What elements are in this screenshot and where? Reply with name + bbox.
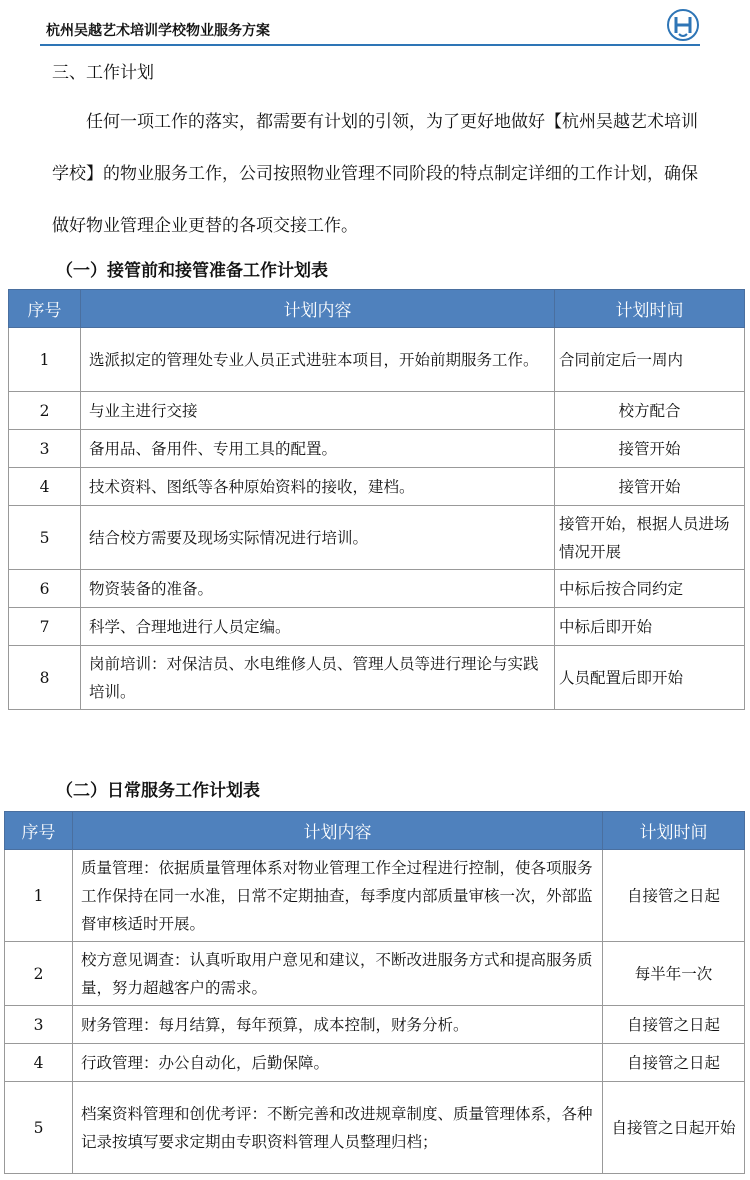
- table-row: [9, 646, 745, 710]
- row-content: 财务管理：每月结算，每年预算，成本控制，财务分析。: [73, 1006, 603, 1044]
- table-row: [9, 570, 745, 608]
- row-content: 行政管理：办公自动化，后勤保障。: [73, 1044, 603, 1082]
- table-row: [9, 608, 745, 646]
- table-row: [5, 1082, 745, 1174]
- row-time: 自接管之日起: [603, 1044, 745, 1082]
- header-title: 杭州吴越艺术培训学校物业服务方案: [46, 23, 270, 39]
- row-number: 5: [5, 1082, 73, 1174]
- table-row: [9, 468, 745, 506]
- col-header-no: 序号: [9, 290, 81, 328]
- col-header-content: 计划内容: [81, 290, 555, 328]
- col-header-time: 计划时间: [603, 812, 745, 850]
- row-time: 人员配置后即开始: [555, 646, 745, 710]
- row-number: 3: [9, 430, 81, 468]
- row-time: 自接管之日起: [603, 1006, 745, 1044]
- row-content: 质量管理：依据质量管理体系对物业管理工作全过程进行控制，使各项服务工作保持在同一水准，日常不定期抽查，每季度内部质量审核一次，外部监督审核适时开展。: [73, 850, 603, 942]
- section-heading: 三、工作计划: [52, 63, 154, 83]
- row-number: 7: [9, 608, 81, 646]
- col-header-content: 计划内容: [73, 812, 603, 850]
- row-time: 自接管之日起开始: [603, 1082, 745, 1174]
- table-row: [5, 942, 745, 1006]
- table-header-row: [5, 812, 745, 850]
- row-time: 合同前定后一周内: [555, 328, 745, 392]
- col-header-no: 序号: [5, 812, 73, 850]
- row-time: 接管开始: [555, 468, 745, 506]
- row-number: 1: [5, 850, 73, 942]
- daily-service-plan-table: [4, 811, 745, 1174]
- table2-title: （二）日常服务工作计划表: [56, 781, 260, 801]
- row-content: 科学、合理地进行人员定编。: [81, 608, 555, 646]
- table1-title: （一）接管前和接管准备工作计划表: [56, 261, 328, 281]
- table-row: [9, 392, 745, 430]
- row-content: 档案资料管理和创优考评：不断完善和改进规章制度、质量管理体系，各种记录按填写要求定期由专职资料管理人员整理归档；: [73, 1082, 603, 1174]
- row-time: 接管开始，根据人员进场情况开展: [555, 506, 745, 570]
- table-row: [9, 430, 745, 468]
- row-content: 物资装备的准备。: [81, 570, 555, 608]
- row-content: 校方意见调查：认真听取用户意见和建议，不断改进服务方式和提高服务质量，努力超越客户的需求。: [73, 942, 603, 1006]
- page-header: [40, 8, 700, 46]
- handover-plan-table: [8, 289, 745, 710]
- row-content: 选派拟定的管理处专业人员正式进驻本项目，开始前期服务工作。: [81, 328, 555, 392]
- table-header-row: [9, 290, 745, 328]
- row-time: 校方配合: [555, 392, 745, 430]
- row-content: 技术资料、图纸等各种原始资料的接收，建档。: [81, 468, 555, 506]
- row-time: 接管开始: [555, 430, 745, 468]
- row-number: 2: [9, 392, 81, 430]
- row-time: 每半年一次: [603, 942, 745, 1006]
- table-row: [5, 850, 745, 942]
- row-number: 1: [9, 328, 81, 392]
- row-number: 4: [5, 1044, 73, 1082]
- table-row: [9, 328, 745, 392]
- row-number: 6: [9, 570, 81, 608]
- col-header-time: 计划时间: [555, 290, 745, 328]
- row-time: 自接管之日起: [603, 850, 745, 942]
- intro-paragraph: 任何一项工作的落实，都需要有计划的引领，为了更好地做好【杭州吴越艺术培训学校】的物业服务工作，公司按照物业管理不同阶段的特点制定详细的工作计划，确保做好物业管理企业更替的各项交接工作。: [52, 112, 698, 236]
- row-time: 中标后按合同约定: [555, 570, 745, 608]
- row-content: 与业主进行交接: [81, 392, 555, 430]
- row-content: 结合校方需要及现场实际情况进行培训。: [81, 506, 555, 570]
- row-content: 备用品、备用件、专用工具的配置。: [81, 430, 555, 468]
- company-logo-icon: [666, 8, 700, 42]
- table-row: [5, 1044, 745, 1082]
- row-content: 岗前培训：对保洁员、水电维修人员、管理人员等进行理论与实践培训。: [81, 646, 555, 710]
- table-row: [9, 506, 745, 570]
- row-number: 8: [9, 646, 81, 710]
- row-number: 4: [9, 468, 81, 506]
- row-time: 中标后即开始: [555, 608, 745, 646]
- table-row: [5, 1006, 745, 1044]
- row-number: 2: [5, 942, 73, 1006]
- row-number: 5: [9, 506, 81, 570]
- row-number: 3: [5, 1006, 73, 1044]
